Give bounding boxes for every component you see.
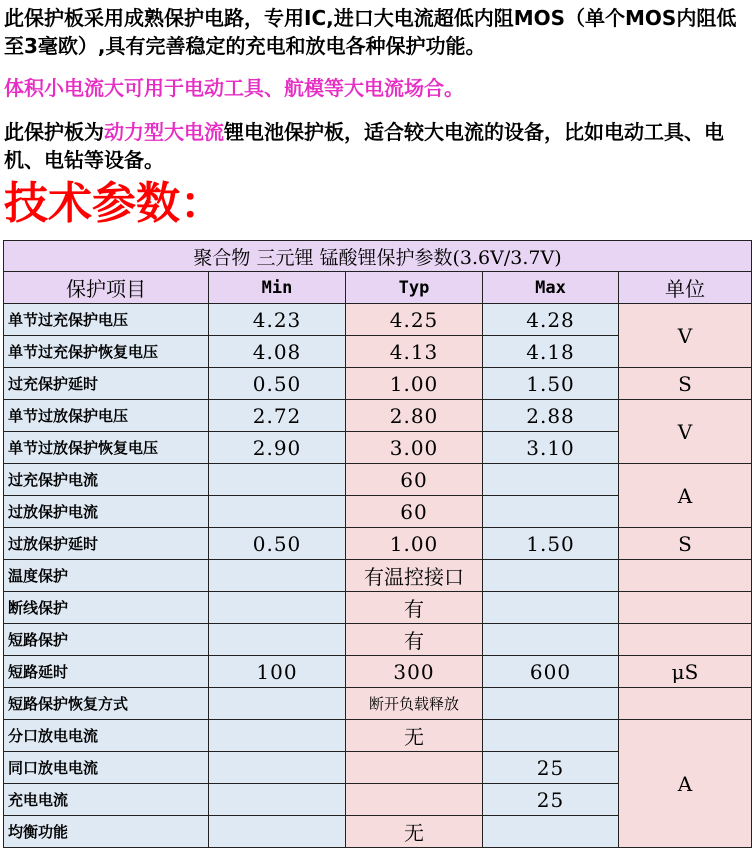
- header-max: Max: [483, 272, 619, 304]
- row-typ: 断开负载释放: [346, 688, 483, 720]
- table-row: [4, 528, 752, 560]
- row-typ: [346, 752, 483, 784]
- row-name: 过充保护延时: [4, 368, 209, 400]
- table-header-row: [4, 272, 752, 304]
- row-unit: V: [619, 304, 752, 368]
- header-min: Min: [209, 272, 346, 304]
- row-name: 温度保护: [4, 560, 209, 592]
- intro-paragraph: 此保护板采用成熟保护电路，专用IC,进口大电流超低内阻MOS（单个MOS内阻低至3毫欧）,具有完善稳定的充电和放电各种保护功能。: [4, 6, 737, 58]
- row-min: [209, 560, 346, 592]
- row-max: [483, 560, 619, 592]
- row-min: 0.50: [209, 368, 346, 400]
- row-min: 2.72: [209, 400, 346, 432]
- parameters-table: [3, 240, 752, 848]
- row-max: 600: [483, 656, 619, 688]
- table-title-row: [4, 241, 752, 272]
- row-min: 4.23: [209, 304, 346, 336]
- row-name: 单节过充保护电压: [4, 304, 209, 336]
- row-name: 单节过放保护恢复电压: [4, 432, 209, 464]
- row-max: 1.50: [483, 528, 619, 560]
- row-typ: 无: [346, 720, 483, 752]
- row-max: [483, 624, 619, 656]
- row-max: [483, 720, 619, 752]
- section-heading: 技术参数：: [4, 178, 224, 229]
- row-name: 充电电流: [4, 784, 209, 816]
- header-typ: Typ: [346, 272, 483, 304]
- row-typ: 1.00: [346, 528, 483, 560]
- row-name: 单节过充保护恢复电压: [4, 336, 209, 368]
- row-name: 短路延时: [4, 656, 209, 688]
- row-unit: S: [619, 528, 752, 560]
- table-title: 聚合物 三元锂 锰酸锂保护参数(3.6V/3.7V): [4, 241, 752, 272]
- row-typ: 有: [346, 592, 483, 624]
- table-row: [4, 720, 752, 752]
- row-max: 1.50: [483, 368, 619, 400]
- row-max: 3.10: [483, 432, 619, 464]
- row-unit: [619, 560, 752, 592]
- row-name: 过充保护电流: [4, 464, 209, 496]
- row-max: [483, 464, 619, 496]
- row-typ: 4.13: [346, 336, 483, 368]
- highlight-paragraph: 体积小电流大可用于电动工具、航模等大电流场合。: [4, 76, 464, 100]
- row-typ: 无: [346, 816, 483, 848]
- row-min: [209, 752, 346, 784]
- row-max: [483, 496, 619, 528]
- row-name: 短路保护恢复方式: [4, 688, 209, 720]
- row-name: 短路保护: [4, 624, 209, 656]
- description-suffix: 锂电池保护板，适合较大电流的设备，比如电动工具、电机、电钻等设备。: [4, 120, 724, 172]
- row-typ: 300: [346, 656, 483, 688]
- table-row: [4, 304, 752, 336]
- row-min: 0.50: [209, 528, 346, 560]
- row-min: [209, 816, 346, 848]
- row-min: 2.90: [209, 432, 346, 464]
- row-typ: 60: [346, 464, 483, 496]
- row-unit: V: [619, 400, 752, 464]
- row-max: 25: [483, 784, 619, 816]
- table-row: [4, 656, 752, 688]
- row-max: 25: [483, 752, 619, 784]
- row-unit: A: [619, 464, 752, 528]
- table-row: [4, 624, 752, 656]
- row-min: [209, 688, 346, 720]
- row-min: [209, 624, 346, 656]
- header-unit: 单位: [619, 272, 752, 304]
- row-typ: 有温控接口: [346, 560, 483, 592]
- description-paragraph: [4, 118, 752, 174]
- row-typ: 3.00: [346, 432, 483, 464]
- description-prefix: 此保护板为: [4, 120, 104, 144]
- header-item: 保护项目: [4, 272, 209, 304]
- table-row: [4, 464, 752, 496]
- table-row: [4, 688, 752, 720]
- row-unit: μS: [619, 656, 752, 688]
- row-name: 断线保护: [4, 592, 209, 624]
- row-unit: S: [619, 368, 752, 400]
- row-max: [483, 592, 619, 624]
- row-max: 4.28: [483, 304, 619, 336]
- row-unit: [619, 688, 752, 720]
- row-typ: 2.80: [346, 400, 483, 432]
- row-min: 100: [209, 656, 346, 688]
- row-name: 均衡功能: [4, 816, 209, 848]
- row-typ: 4.25: [346, 304, 483, 336]
- table-row: [4, 560, 752, 592]
- row-max: [483, 688, 619, 720]
- row-min: [209, 592, 346, 624]
- table-row: [4, 368, 752, 400]
- row-unit: A: [619, 720, 752, 848]
- row-min: 4.08: [209, 336, 346, 368]
- table-row: [4, 592, 752, 624]
- row-unit: [619, 592, 752, 624]
- row-max: 4.18: [483, 336, 619, 368]
- row-typ: [346, 784, 483, 816]
- row-max: [483, 816, 619, 848]
- row-min: [209, 496, 346, 528]
- row-min: [209, 784, 346, 816]
- row-max: 2.88: [483, 400, 619, 432]
- row-min: [209, 720, 346, 752]
- row-name: 过放保护电流: [4, 496, 209, 528]
- row-unit: [619, 624, 752, 656]
- table-row: [4, 400, 752, 432]
- description-emphasis: 动力型大电流: [104, 120, 224, 144]
- row-name: 同口放电电流: [4, 752, 209, 784]
- row-name: 单节过放保护电压: [4, 400, 209, 432]
- row-name: 过放保护延时: [4, 528, 209, 560]
- row-min: [209, 464, 346, 496]
- row-typ: 有: [346, 624, 483, 656]
- row-typ: 1.00: [346, 368, 483, 400]
- row-typ: 60: [346, 496, 483, 528]
- row-name: 分口放电电流: [4, 720, 209, 752]
